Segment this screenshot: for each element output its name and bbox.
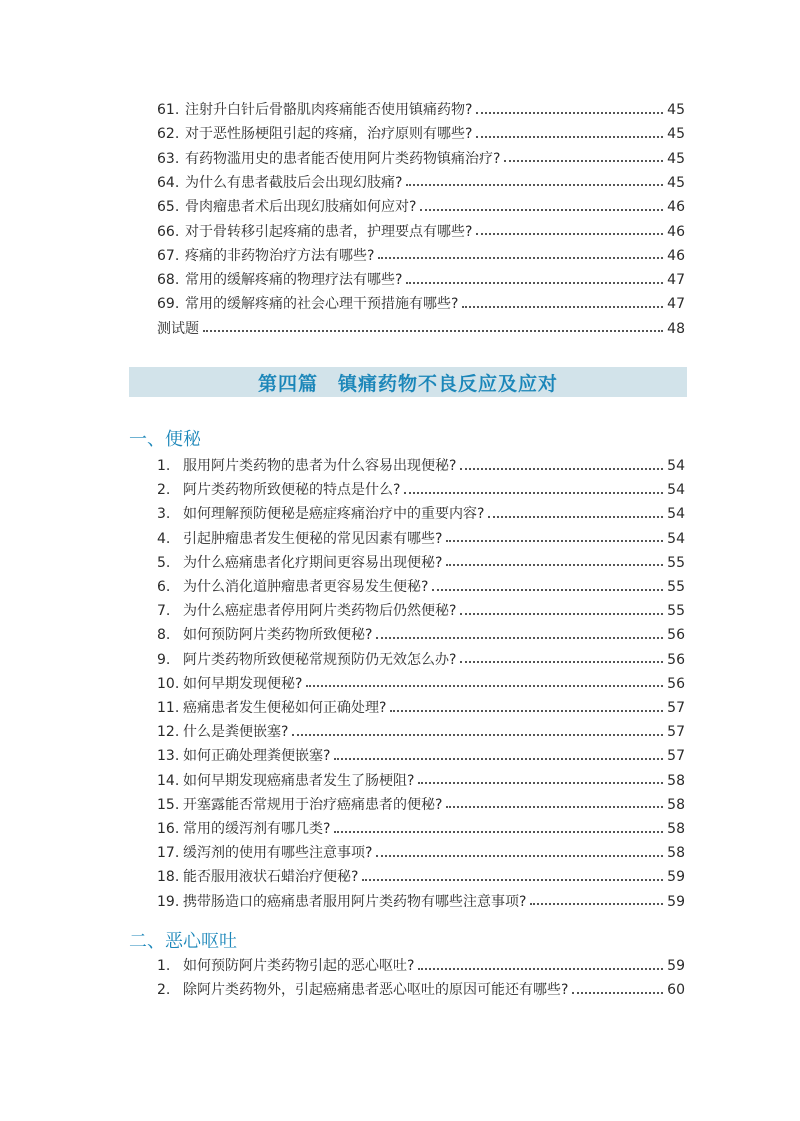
toc-entry[interactable]: [157, 841, 685, 865]
toc-entry-title: 什么是粪便嵌塞?: [183, 724, 289, 741]
dot-leader: [460, 467, 663, 470]
toc-entry-title: 阿片类药物所致便秘常规预防仍无效怎么办?: [183, 651, 457, 668]
toc-entry-number: 61.: [157, 102, 180, 118]
toc-entry[interactable]: [157, 744, 685, 768]
toc-entry[interactable]: [157, 954, 685, 978]
toc-entry[interactable]: [157, 292, 685, 316]
toc-entry[interactable]: [157, 317, 685, 341]
toc-entry[interactable]: [157, 978, 685, 1002]
toc-entry-number: 8.: [157, 627, 171, 644]
dot-leader: [446, 805, 663, 808]
toc-entry-page-number: 47: [667, 272, 685, 289]
toc-entry-number: 7.: [157, 603, 171, 620]
dot-leader: [334, 757, 663, 760]
toc-entry[interactable]: [157, 98, 685, 122]
toc-entry-page-number: 55: [667, 579, 685, 595]
part-title-banner: [129, 367, 687, 397]
toc-entry-title: 如何早期发现便秘?: [183, 675, 303, 692]
dot-leader: [203, 329, 663, 332]
toc-entry-title: 测试题: [157, 320, 199, 337]
toc-entry[interactable]: [157, 769, 685, 793]
toc-entry-number: 4.: [157, 530, 171, 547]
toc-entry[interactable]: [157, 720, 685, 744]
part-title: 第四篇 镇痛药物不良反应及应对: [257, 372, 558, 395]
toc-entry-title: 如何早期发现癌痛患者发生了肠梗阻?: [183, 772, 415, 789]
dot-leader: [292, 733, 663, 736]
toc-entry-title: 为什么消化道肿瘤患者更容易发生便秘?: [183, 579, 429, 595]
toc-entry[interactable]: [157, 171, 685, 195]
toc-entry[interactable]: [157, 648, 685, 672]
dot-leader: [306, 684, 663, 687]
toc-entry-title: 如何正确处理粪便嵌塞?: [183, 748, 331, 765]
toc-entry-page-number: 57: [667, 724, 685, 741]
dot-leader: [376, 636, 663, 639]
toc-entry-title: 对于骨转移引起疼痛的患者，护理要点有哪些?: [185, 223, 473, 240]
toc-entry-title: 癌痛患者发生便秘如何正确处理?: [183, 700, 387, 716]
toc-entry-page-number: 54: [667, 506, 685, 523]
toc-entry-title: 为什么癌症患者停用阿片类药物后仍然便秘?: [183, 603, 457, 620]
toc-entry-page-number: 59: [667, 958, 685, 974]
toc-entry-number: 62.: [157, 126, 180, 143]
toc-entry-page-number: 45: [667, 102, 685, 118]
toc-entry-page-number: 45: [667, 150, 685, 167]
dot-leader: [460, 612, 663, 615]
dot-leader: [390, 709, 663, 712]
toc-entry-number: 1.: [157, 458, 171, 474]
toc-entry-page-number: 57: [667, 700, 685, 716]
toc-entry-title: 骨肉瘤患者术后出现幻肢痛如何应对?: [185, 199, 417, 216]
toc-entry-title: 常用的缓解疼痛的物理疗法有哪些?: [185, 272, 403, 289]
toc-entry-page-number: 46: [667, 199, 685, 216]
dot-leader: [376, 854, 663, 857]
toc-entry[interactable]: [157, 817, 685, 841]
toc-entry-title: 开塞露能否常规用于治疗癌痛患者的便秘?: [183, 796, 443, 813]
toc-entry-title: 注射升白针后骨骼肌肉疼痛能否使用镇痛药物?: [185, 102, 473, 118]
toc-entry-page-number: 55: [667, 603, 685, 620]
toc-entry-page-number: 58: [667, 796, 685, 813]
dot-leader: [476, 232, 663, 235]
toc-entry[interactable]: [157, 147, 685, 171]
toc-entry-page-number: 47: [667, 296, 685, 313]
toc-entry-number: 10.: [157, 675, 180, 692]
toc-entry-title: 疼痛的非药物治疗方法有哪些?: [185, 247, 375, 264]
toc-entry-title: 如何预防阿片类药物引起的恶心呕吐?: [183, 958, 415, 974]
toc-entry[interactable]: [157, 244, 685, 268]
toc-entry-title: 常用的缓解疼痛的社会心理干预措施有哪些?: [185, 296, 459, 313]
dot-leader: [446, 539, 663, 542]
toc-entry-number: 17.: [157, 845, 180, 862]
toc-entry[interactable]: [157, 599, 685, 623]
dot-leader: [572, 991, 663, 994]
toc-entry-page-number: 59: [667, 893, 685, 910]
toc-entry[interactable]: [157, 793, 685, 817]
toc-entry-number: 12.: [157, 724, 180, 741]
toc-entry-number: 2.: [157, 482, 171, 499]
toc-entry-number: 66.: [157, 223, 180, 240]
section-heading: 一、便秘: [129, 429, 201, 450]
toc-entry-title: 引起肿瘤患者发生便秘的常见因素有哪些?: [183, 530, 443, 547]
toc-entry-page-number: 46: [667, 223, 685, 240]
toc-entry-page-number: 58: [667, 772, 685, 789]
toc-entry-page-number: 48: [667, 320, 685, 337]
toc-entry[interactable]: [157, 268, 685, 292]
section-heading: 二、恶心呕吐: [129, 931, 237, 952]
toc-entry-number: 3.: [157, 506, 171, 523]
toc-entry-number: 13.: [157, 748, 180, 765]
dot-leader: [488, 515, 663, 518]
toc-entry[interactable]: [157, 527, 685, 551]
dot-leader: [404, 491, 663, 494]
toc-entry-title: 如何预防阿片类药物所致便秘?: [183, 627, 373, 644]
toc-entry-title: 阿片类药物所致便秘的特点是什么?: [183, 482, 401, 499]
toc-entry-number: 5.: [157, 554, 171, 571]
dot-leader: [504, 159, 663, 162]
toc-entry-page-number: 45: [667, 174, 685, 191]
toc-entry-number: 11.: [157, 700, 180, 716]
toc-entry-title: 除阿片类药物外，引起癌痛患者恶心呕吐的原因可能还有哪些?: [183, 982, 569, 999]
dot-leader: [476, 135, 663, 138]
toc-entry-title: 服用阿片类药物的患者为什么容易出现便秘?: [183, 458, 457, 474]
toc-entry-title: 常用的缓泻剂有哪几类?: [183, 821, 331, 837]
toc-entry-number: 15.: [157, 796, 180, 813]
dot-leader: [334, 830, 663, 833]
toc-entry-page-number: 58: [667, 845, 685, 862]
toc-entry-page-number: 54: [667, 482, 685, 499]
toc-entry-title: 携带肠造口的癌痛患者服用阿片类药物有哪些注意事项?: [183, 893, 527, 910]
toc-entry-number: 1.: [157, 958, 171, 974]
dot-leader: [530, 902, 663, 905]
toc-entry-title: 为什么癌痛患者化疗期间更容易出现便秘?: [183, 554, 443, 571]
toc-entry-number: 14.: [157, 772, 180, 789]
toc-entry[interactable]: [157, 575, 685, 599]
toc-entry[interactable]: [157, 696, 685, 720]
dot-leader: [432, 588, 663, 591]
toc-entry-title: 为什么有患者截肢后会出现幻肢痛?: [185, 174, 403, 191]
dot-leader: [418, 781, 663, 784]
dot-leader: [378, 256, 663, 259]
toc-entry-page-number: 60: [667, 982, 685, 999]
toc-entry-number: 2.: [157, 982, 171, 999]
toc-entry-number: 64.: [157, 174, 180, 191]
toc-entry-page-number: 54: [667, 458, 685, 474]
dot-leader: [406, 183, 663, 186]
dot-leader: [460, 660, 663, 663]
toc-entry-page-number: 56: [667, 651, 685, 668]
toc-entry-number: 18.: [157, 869, 180, 886]
toc-entry-number: 16.: [157, 821, 180, 837]
dot-leader: [418, 967, 663, 970]
toc-entry[interactable]: [157, 220, 685, 244]
toc-entry[interactable]: [157, 478, 685, 502]
toc-entry-page-number: 55: [667, 554, 685, 571]
toc-entry[interactable]: [157, 502, 685, 526]
dot-leader: [476, 111, 663, 114]
toc-entry-number: 69.: [157, 296, 180, 313]
dot-leader: [420, 208, 663, 211]
toc-entry-page-number: 56: [667, 675, 685, 692]
toc-entry[interactable]: [157, 195, 685, 219]
toc-entry-number: 65.: [157, 199, 180, 216]
toc-entry-number: 9.: [157, 651, 171, 668]
toc-entry-page-number: 46: [667, 247, 685, 264]
toc-entry-title: 有药物滥用史的患者能否使用阿片类药物镇痛治疗?: [185, 150, 501, 167]
dot-leader: [362, 878, 663, 881]
toc-entry-page-number: 56: [667, 627, 685, 644]
toc-entry-number: 68.: [157, 272, 180, 289]
toc-entry-title: 能否服用液状石蜡治疗便秘?: [183, 869, 359, 886]
dot-leader: [446, 563, 663, 566]
toc-entry-page-number: 54: [667, 530, 685, 547]
toc-entry-number: 63.: [157, 150, 180, 167]
toc-entry-title: 对于恶性肠梗阻引起的疼痛，治疗原则有哪些?: [185, 126, 473, 143]
toc-entry[interactable]: [157, 672, 685, 696]
toc-entry[interactable]: [157, 623, 685, 647]
toc-entry-title: 缓泻剂的使用有哪些注意事项?: [183, 845, 373, 862]
toc-entry-page-number: 45: [667, 126, 685, 143]
toc-entry-page-number: 57: [667, 748, 685, 765]
dot-leader: [462, 305, 663, 308]
toc-entry[interactable]: [157, 890, 685, 914]
toc-entry[interactable]: [157, 122, 685, 146]
dot-leader: [406, 281, 663, 284]
toc-entry-number: 19.: [157, 893, 180, 910]
toc-entry-page-number: 59: [667, 869, 685, 886]
toc-entry-page-number: 58: [667, 821, 685, 837]
toc-entry-number: 67.: [157, 247, 180, 264]
toc-entry-number: 6.: [157, 579, 171, 595]
toc-entry[interactable]: [157, 454, 685, 478]
toc-entry-title: 如何理解预防便秘是癌症疼痛治疗中的重要内容?: [183, 506, 485, 523]
toc-entry[interactable]: [157, 551, 685, 575]
toc-entry[interactable]: [157, 865, 685, 889]
